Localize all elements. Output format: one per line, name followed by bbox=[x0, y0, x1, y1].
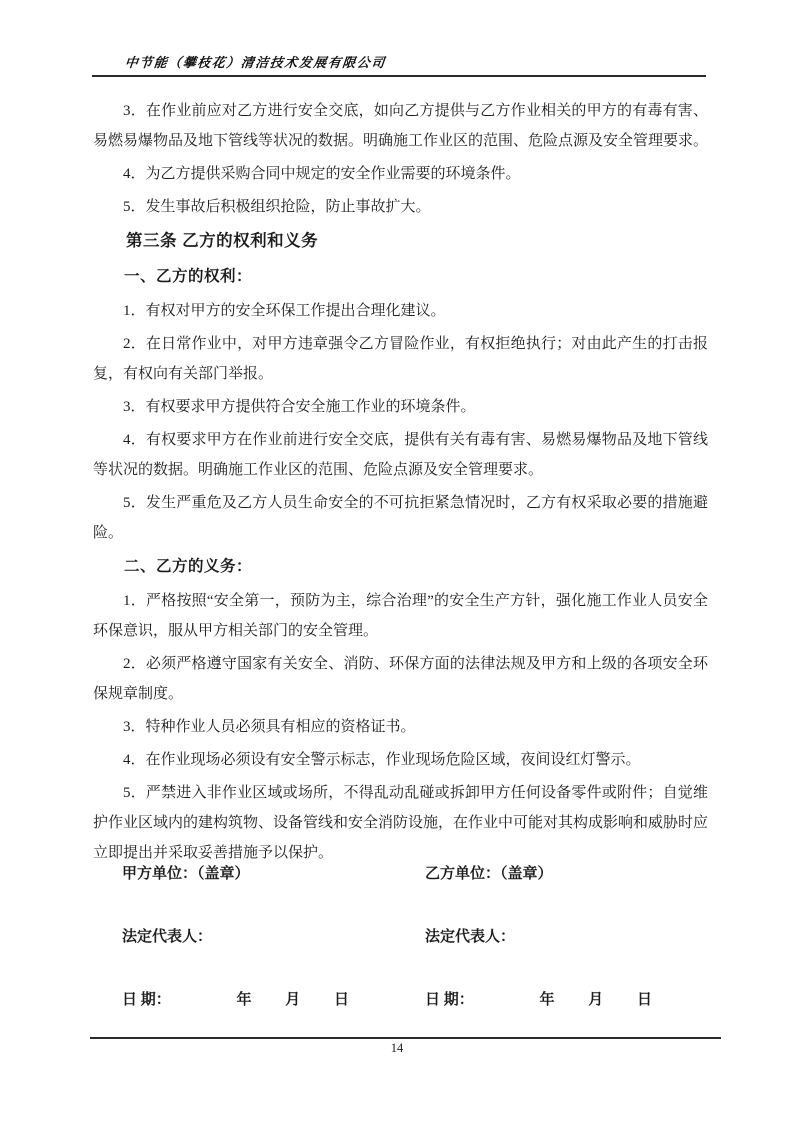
party-a-year-label: 年 bbox=[236, 992, 252, 1008]
clause-paragraph: 2．在日常作业中，对甲方违章强令乙方冒险作业，有权拒绝执行；对由此产生的打击报复，有权向有关部门举报。 bbox=[93, 336, 708, 382]
party-b-month-label: 月 bbox=[588, 992, 604, 1008]
party-a-unit-label: 甲方单位：（盖章） bbox=[122, 866, 250, 882]
clause-paragraph: 2．必须严格遵守国家有关安全、消防、环保方面的法律法规及甲方和上级的各项安全环保规章制度。 bbox=[93, 656, 708, 702]
document-body bbox=[93, 96, 708, 871]
signature-block bbox=[122, 866, 714, 1009]
clause-paragraph: 4．为乙方提供采购合同中规定的安全作业需要的环境条件。 bbox=[123, 166, 521, 182]
party-b-unit-label: 乙方单位：（盖章） bbox=[425, 866, 553, 882]
clause-paragraph: 4．有权要求甲方在作业前进行安全交底，提供有关有毒有害、易燃易爆物品及地下管线等状况的数据。明确施工作业区的范围、危险点源及安全管理要求。 bbox=[93, 432, 708, 478]
party-b-signature-column bbox=[425, 866, 714, 1009]
subsection-heading: 一、乙方的权利： bbox=[124, 268, 253, 285]
company-name: 中节能（攀枝花）清洁技术发展有限公司 bbox=[124, 55, 387, 70]
party-a-date-line bbox=[122, 992, 425, 1009]
page-number: 14 bbox=[390, 1041, 404, 1055]
clause-paragraph: 3．有权要求甲方提供符合安全施工作业的环境条件。 bbox=[123, 399, 476, 415]
party-b-day-label: 日 bbox=[637, 992, 653, 1008]
clause-paragraph: 1．严格按照“安全第一，预防为主，综合治理”的安全生产方针，强化施工作业人员安全环保意识，服从甲方相关部门的安全管理。 bbox=[93, 593, 708, 639]
party-b-date-line bbox=[425, 992, 714, 1009]
clause-paragraph: 5．发生严重危及乙方人员生命安全的不可抗拒紧急情况时，乙方有权采取必要的措施避险。 bbox=[93, 495, 708, 541]
clause-paragraph: 3．特种作业人员必须具有相应的资格证书。 bbox=[123, 719, 416, 735]
party-a-day-label: 日 bbox=[334, 992, 350, 1008]
party-b-legal-rep-label: 法定代表人： bbox=[425, 929, 516, 945]
clause-paragraph: 4．在作业现场必须设有安全警示标志，作业现场危险区域，夜间设红灯警示。 bbox=[123, 752, 641, 768]
subsection-heading: 二、乙方的义务： bbox=[124, 558, 253, 575]
party-a-legal-rep-label: 法定代表人： bbox=[122, 929, 213, 945]
clause-paragraph: 1．有权对甲方的安全环保工作提出合理化建议。 bbox=[123, 303, 446, 319]
clause-paragraph: 3．在作业前应对乙方进行安全交底，如向乙方提供与乙方作业相关的甲方的有毒有害、易燃易爆物品及地下管线等状况的数据。明确施工作业区的范围、危险点源及安全管理要求。 bbox=[93, 103, 709, 149]
party-b-year-label: 年 bbox=[539, 992, 555, 1008]
clause-paragraph: 5．发生事故后积极组织抢险，防止事故扩大。 bbox=[123, 199, 431, 215]
party-a-date-label: 日 期： bbox=[122, 992, 171, 1008]
clause-paragraph: 5．严禁进入非作业区域或场所，不得乱动乱碰或拆卸甲方任何设备零件或附件；自觉维护作业区域内的建构筑物、设备管线和安全消防设施，在作业中可能对其构成影响和威胁时应立即提出并采取妥善措施予以保护。 bbox=[93, 785, 709, 861]
footer-rule bbox=[90, 1037, 721, 1039]
party-a-signature-column bbox=[122, 866, 425, 1009]
party-b-date-label: 日 期： bbox=[425, 992, 474, 1008]
page-header bbox=[92, 52, 706, 77]
article-heading: 第三条 乙方的权利和义务 bbox=[126, 232, 319, 250]
party-a-month-label: 月 bbox=[285, 992, 301, 1008]
